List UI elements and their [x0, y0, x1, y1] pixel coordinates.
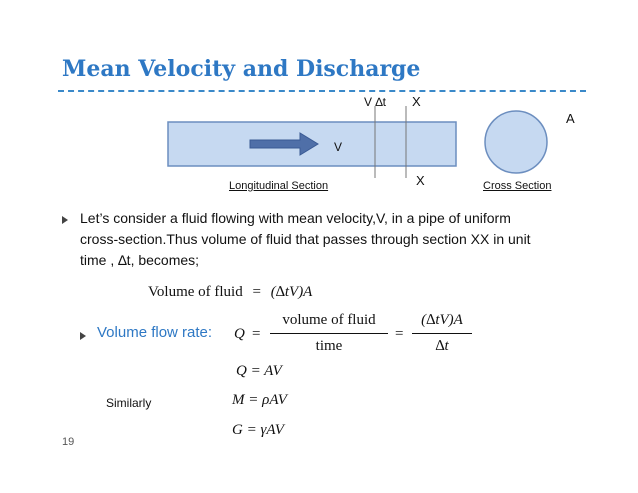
q-equals-2: = [395, 326, 404, 342]
q-av-formula: Q = AV [236, 363, 282, 379]
fraction-2-bar [412, 333, 472, 334]
flow-rate-label: Volume flow rate: [97, 324, 213, 341]
fraction-1-numerator: volume of fluid [282, 312, 376, 328]
volume-formula [148, 284, 312, 301]
area-label: A [566, 111, 575, 126]
fraction-1-denominator: time [315, 338, 343, 354]
mass-flow-formula: M = ρAV [232, 392, 287, 408]
bullet-arrow-icon [62, 216, 68, 224]
fraction-2-numerator: (∆tV)A [421, 312, 463, 328]
pipe-diagram [0, 0, 638, 200]
fraction-1-bar [270, 333, 388, 334]
v-label: V [334, 140, 343, 154]
v-dt-label: V ∆t [364, 95, 387, 109]
slide-title: Mean Velocity and Discharge [62, 56, 421, 82]
similarly-label: Similarly [106, 396, 152, 410]
paragraph-line: Let’s consider a fluid flowing with mean velocity,V, in a pipe of uniform [80, 210, 511, 226]
x-top-label: X [412, 94, 421, 109]
cross-section-circle [485, 111, 547, 173]
x-bottom-label: X [416, 173, 425, 188]
q-variable: Q [234, 326, 245, 342]
bullet-arrow-icon [80, 332, 86, 340]
fraction-2-denominator: ∆t [435, 338, 449, 354]
paragraph-line: cross-section.Thus volume of fluid that passes through section XX in unit [80, 231, 531, 247]
volume-lhs: Volume of fluid [148, 284, 243, 300]
longitudinal-section-label: Longitudinal Section [229, 180, 329, 192]
volume-rhs: (∆tV)A [270, 284, 313, 300]
weight-flow-formula: G = γAV [232, 422, 284, 438]
cross-section-label: Cross Section [483, 180, 552, 192]
paragraph-line: time , ∆t, becomes; [80, 252, 200, 268]
page-number: 19 [62, 436, 75, 448]
q-equals-1: = [252, 326, 261, 342]
intro-paragraph [80, 208, 580, 271]
volume-equals: = [252, 284, 261, 300]
